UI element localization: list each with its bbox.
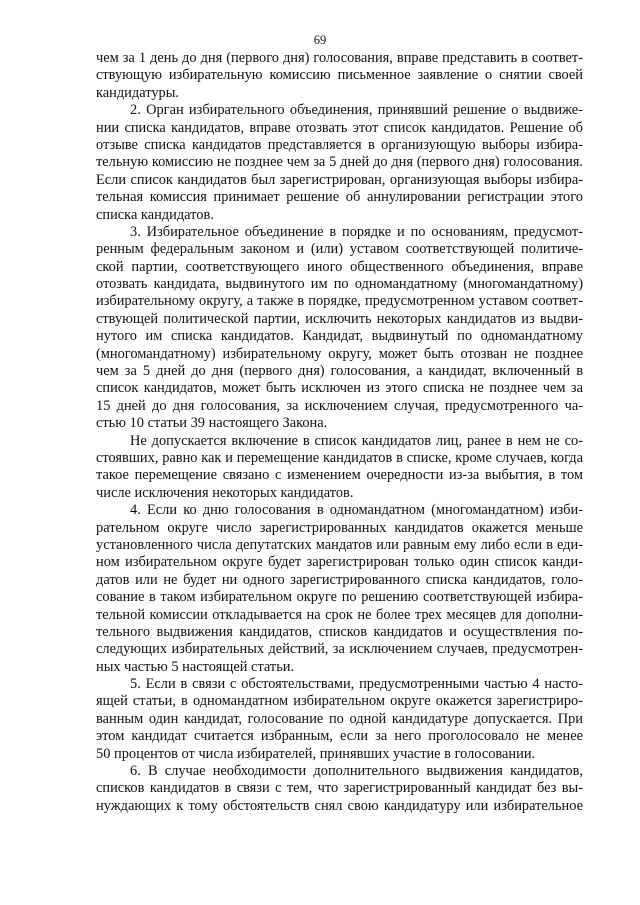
- text-line: 2. Орган избирательного объединения, принявший решение о выдвиже-: [130, 102, 583, 119]
- text-line: Не допускается включение в список кандидатов лиц, ранее в нем не со-: [130, 432, 583, 449]
- text-line: тельного выдвижения кандидатов, списков кандидатов и осуществления по-: [96, 623, 583, 640]
- text-line: чем за 1 день до дня (первого дня) голосования, вправе представить в соответ-: [96, 50, 583, 66]
- text-line: такое перемещение связано с изменением очередности из-за выбытия, в том: [96, 467, 583, 484]
- text-line: отзыве списка кандидатов представляется в организующую выборы избира-: [96, 136, 583, 153]
- text-line: числе исключения некоторых кандидатов.: [96, 484, 354, 501]
- text-line: 5. Если в связи с обстоятельствами, предусмотренными частью 4 насто-: [130, 676, 583, 693]
- text-line: стью 10 статьи 39 настоящего Закона.: [96, 415, 328, 432]
- page-number: 69: [313, 33, 327, 47]
- text-line: ванным один кандидат, голосование по одной кандидатуре допускается. При: [96, 710, 583, 727]
- text-line: кандидатуры.: [96, 84, 179, 101]
- text-line: сование в таком избирательном округе по решению соответствующей избира-: [96, 589, 583, 606]
- text-line: ствующей политической партии, исключить некоторых кандидатов из выдви-: [96, 310, 583, 327]
- text-line: списка кандидатов.: [96, 206, 214, 223]
- text-line: датов или не будет ни одного зарегистрированного списка кандидатов, голо-: [96, 571, 583, 588]
- text-line: стоявших, равно как и перемещение кандидатов в списке, кроме случаев, когда: [96, 449, 583, 466]
- text-line: 4. Если ко дню голосования в одномандатном (многомандатном) изби-: [130, 502, 583, 519]
- text-line: нутого им списка кандидатов. Кандидат, выдвинутый по одномандатному: [96, 328, 583, 345]
- text-line: Если список кандидатов был зарегистрирован, организующая выборы избира-: [96, 171, 583, 188]
- body-text: [96, 50, 583, 815]
- text-line: избирательному округу, а также в порядке, предусмотренном уставом соответ-: [96, 293, 583, 310]
- text-line: следующих избирательных действий, за исключением случаев, предусмотрен-: [96, 641, 583, 658]
- text-line: ном избирательном округе будет зарегистрирован только один список канди-: [96, 554, 583, 571]
- text-line: рательном округе число зарегистрированных кандидатов окажется меньше: [96, 519, 583, 536]
- text-line: ренным федеральным законом и (или) уставом соответствующей политиче-: [96, 241, 583, 258]
- text-line: (многомандатному) избирательному округу, может быть отозван не позднее: [96, 345, 583, 362]
- text-line: чем за 5 дней до дня (первого дня) голосования, а кандидат, включенный в: [96, 363, 583, 380]
- text-line: ской партии, соответствующего иного общественного объединения, вправе: [96, 258, 583, 275]
- text-line: установленного числа депутатских мандатов или равным ему либо если в еди-: [96, 536, 583, 553]
- text-line: списков кандидатов в связи с тем, что зарегистрированный кандидат без вы-: [96, 780, 583, 797]
- text-line: отозвать кандидата, выдвинутого им по одномандатному (многомандатному): [96, 276, 583, 293]
- text-line: тельная комиссия принимает решение об аннулировании регистрации этого: [96, 189, 583, 206]
- text-line: этом кандидат считается избранным, если за него проголосовало не менее: [96, 728, 583, 745]
- text-line: список кандидатов, может быть исключен из этого списка не позднее чем за: [96, 380, 583, 397]
- text-line: ных частью 5 настоящей статьи.: [96, 658, 295, 675]
- text-line: нии списка кандидатов, вправе отозвать этот список кандидатов. Решение об: [96, 119, 583, 136]
- text-line: ствующую избирательную комиссию письменное заявление о снятии своей: [96, 67, 583, 84]
- text-line: 6. В случае необходимости дополнительного выдвижения кандидатов,: [130, 763, 583, 780]
- text-line: 15 дней до дня голосования, за исключением случая, предусмотренного ча-: [96, 397, 583, 414]
- text-line: 3. Избирательное объединение в порядке и по основаниям, предусмот-: [130, 223, 583, 240]
- text-line: 50 процентов от числа избирателей, принявших участие в голосовании.: [96, 745, 536, 762]
- text-line: тельной комиссии откладывается на срок не более трех месяцев для дополни-: [96, 606, 583, 623]
- text-line: тельную комиссию не позднее чем за 5 дней до дня (первого дня) голосования.: [96, 154, 583, 171]
- text-line: ящей статьи, в одномандатном избирательном округе окажется зарегистриро-: [96, 693, 583, 710]
- text-line: нуждающих к тому обстоятельств снял свою кандидатуру или избирательное: [96, 797, 583, 814]
